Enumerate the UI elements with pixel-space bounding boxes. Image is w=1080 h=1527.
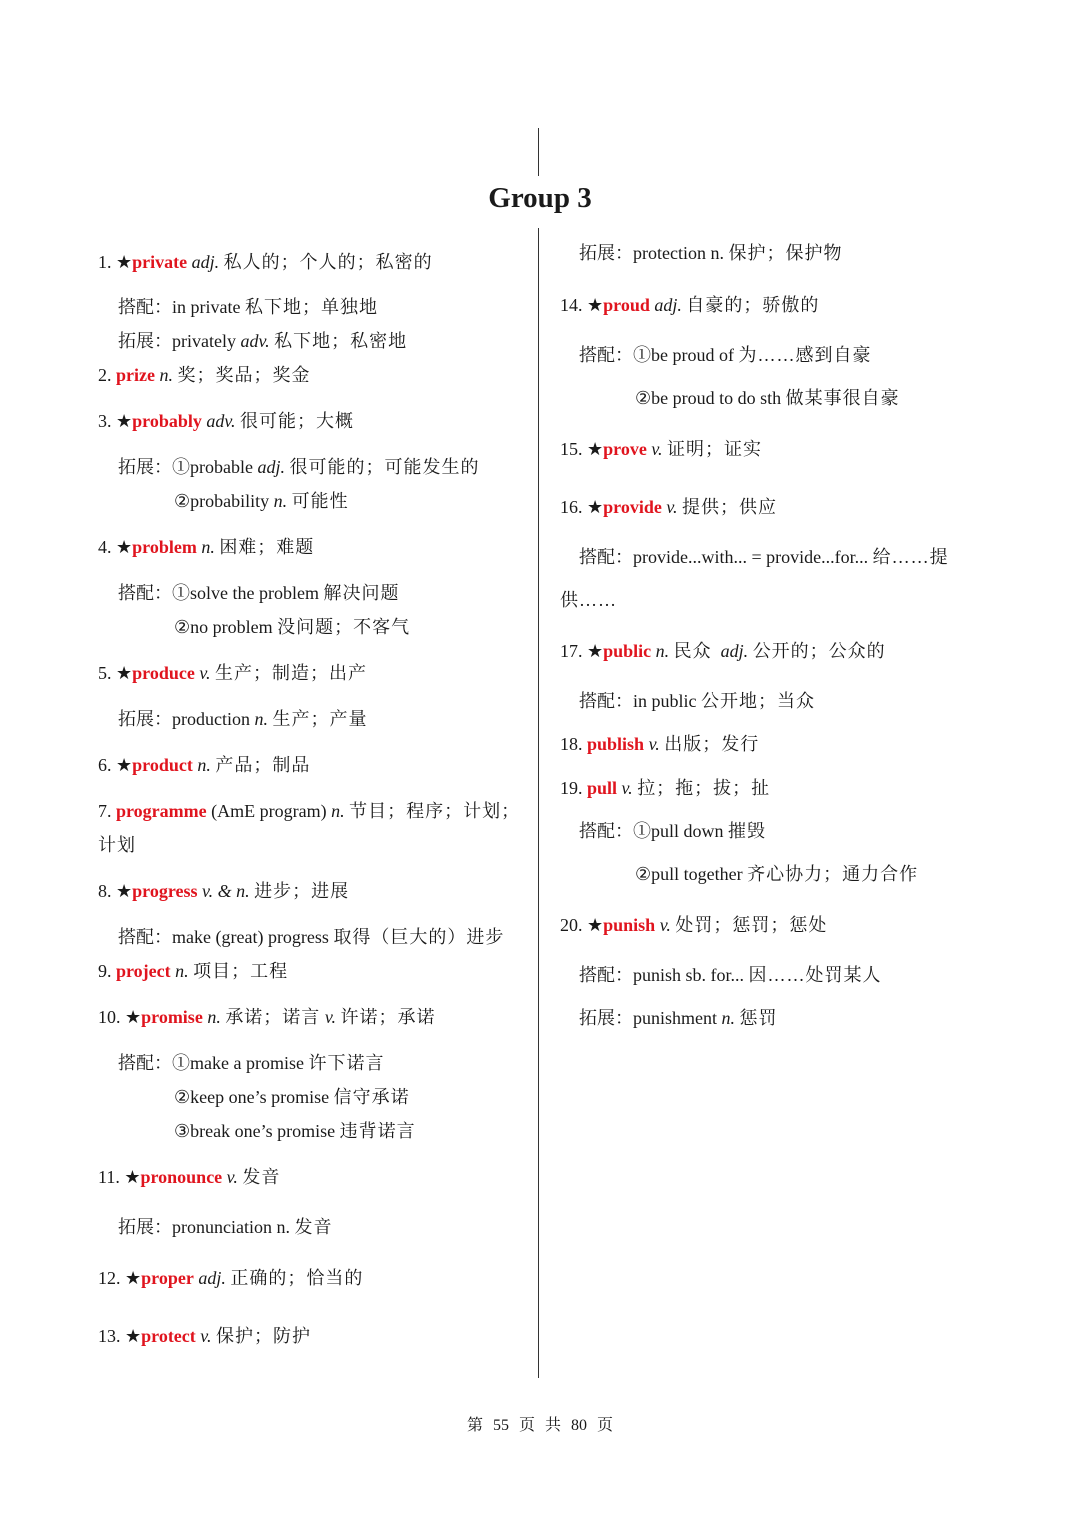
collocation-proud-2: ②be proud to do sth 做某事很自豪 [635, 388, 900, 408]
collocation-promise-2: ②keep one’s promise 信守承诺 [174, 1087, 410, 1107]
extension-protect: 拓展：protection n. 保护；保护物 [579, 243, 843, 263]
extension-produce: 拓展：production n. 生产；产量 [118, 709, 368, 729]
collocation-pull-1: 搭配：①pull down 摧毁 [579, 821, 767, 841]
entry-project: 9. project n. 项目；工程 [98, 961, 289, 981]
collocation-provide-wrap: 供…… [560, 590, 617, 610]
entry-pull: 19. pull v. 拉；拖；拔；扯 [560, 778, 771, 798]
entry-public: 17. ★public n. 民众 adj. 公开的；公众的 [560, 641, 886, 661]
collocation-pull-2: ②pull together 齐心协力；通力合作 [635, 864, 919, 884]
collocation-private: 搭配：in private 私下地；单独地 [118, 297, 378, 317]
entry-provide: 16. ★provide v. 提供；供应 [560, 497, 777, 517]
collocation-public: 搭配：in public 公开地；当众 [579, 691, 815, 711]
extension-probably-2: ②probability n. 可能性 [174, 491, 349, 511]
page-title: Group 3 [488, 182, 592, 214]
entry-proud: 14. ★proud adj. 自豪的；骄傲的 [560, 295, 820, 315]
entry-pronounce: 11. ★pronounce v. 发音 [98, 1167, 281, 1187]
collocation-punish: 搭配：punish sb. for... 因……处罚某人 [579, 965, 882, 985]
collocation-promise-1: 搭配：①make a promise 许下诺言 [118, 1053, 385, 1073]
entry-probably: 3. ★probably adv. 很可能；大概 [98, 411, 354, 431]
collocation-problem-1: 搭配：①solve the problem 解决问题 [118, 583, 400, 603]
entry-proper: 12. ★proper adj. 正确的；恰当的 [98, 1268, 364, 1288]
entry-punish: 20. ★punish v. 处罚；惩罚；惩处 [560, 915, 828, 935]
collocation-progress: 搭配：make (great) progress 取得（巨大的）进步 [118, 927, 505, 947]
entry-prize: 2. prize n. 奖；奖品；奖金 [98, 365, 311, 385]
entry-progress: 8. ★progress v. & n. 进步；进展 [98, 881, 350, 901]
entry-problem: 4. ★problem n. 困难；难题 [98, 537, 315, 557]
extension-pronounce: 拓展：pronunciation n. 发音 [118, 1217, 333, 1237]
collocation-provide: 搭配：provide...with... = provide...for... 给……提 [579, 547, 949, 567]
entry-produce: 5. ★produce v. 生产；制造；出产 [98, 663, 367, 683]
extension-punish: 拓展：punishment n. 惩罚 [579, 1008, 778, 1028]
page-number-footer: 第 55 页 共 80 页 [466, 1417, 613, 1434]
entry-prove: 15. ★prove v. 证明；证实 [560, 439, 762, 459]
extension-probably-1: 拓展：①probable adj. 很可能的；可能发生的 [118, 457, 480, 477]
collocation-promise-3: ③break one’s promise 违背诺言 [174, 1121, 416, 1141]
entry-protect: 13. ★protect v. 保护；防护 [98, 1326, 311, 1346]
entry-product: 6. ★product n. 产品；制品 [98, 755, 311, 775]
entry-private: 1. ★private adj. 私人的；个人的；私密的 [98, 252, 433, 272]
extension-private: 拓展：privately adv. 私下地；私密地 [118, 331, 408, 351]
entry-programme: 7. programme (AmE program) n. 节目；程序；计划； [98, 801, 521, 821]
entry-publish: 18. publish v. 出版；发行 [560, 734, 760, 754]
collocation-proud-1: 搭配：①be proud of 为……感到自豪 [579, 345, 872, 365]
entry-programme-wrap: 计划 [98, 835, 136, 855]
collocation-problem-2: ②no problem 没问题；不客气 [174, 617, 411, 637]
entry-promise: 10. ★promise n. 承诺；诺言 v. 许诺；承诺 [98, 1007, 436, 1027]
column-divider-top [538, 128, 539, 176]
column-divider [538, 228, 539, 1378]
